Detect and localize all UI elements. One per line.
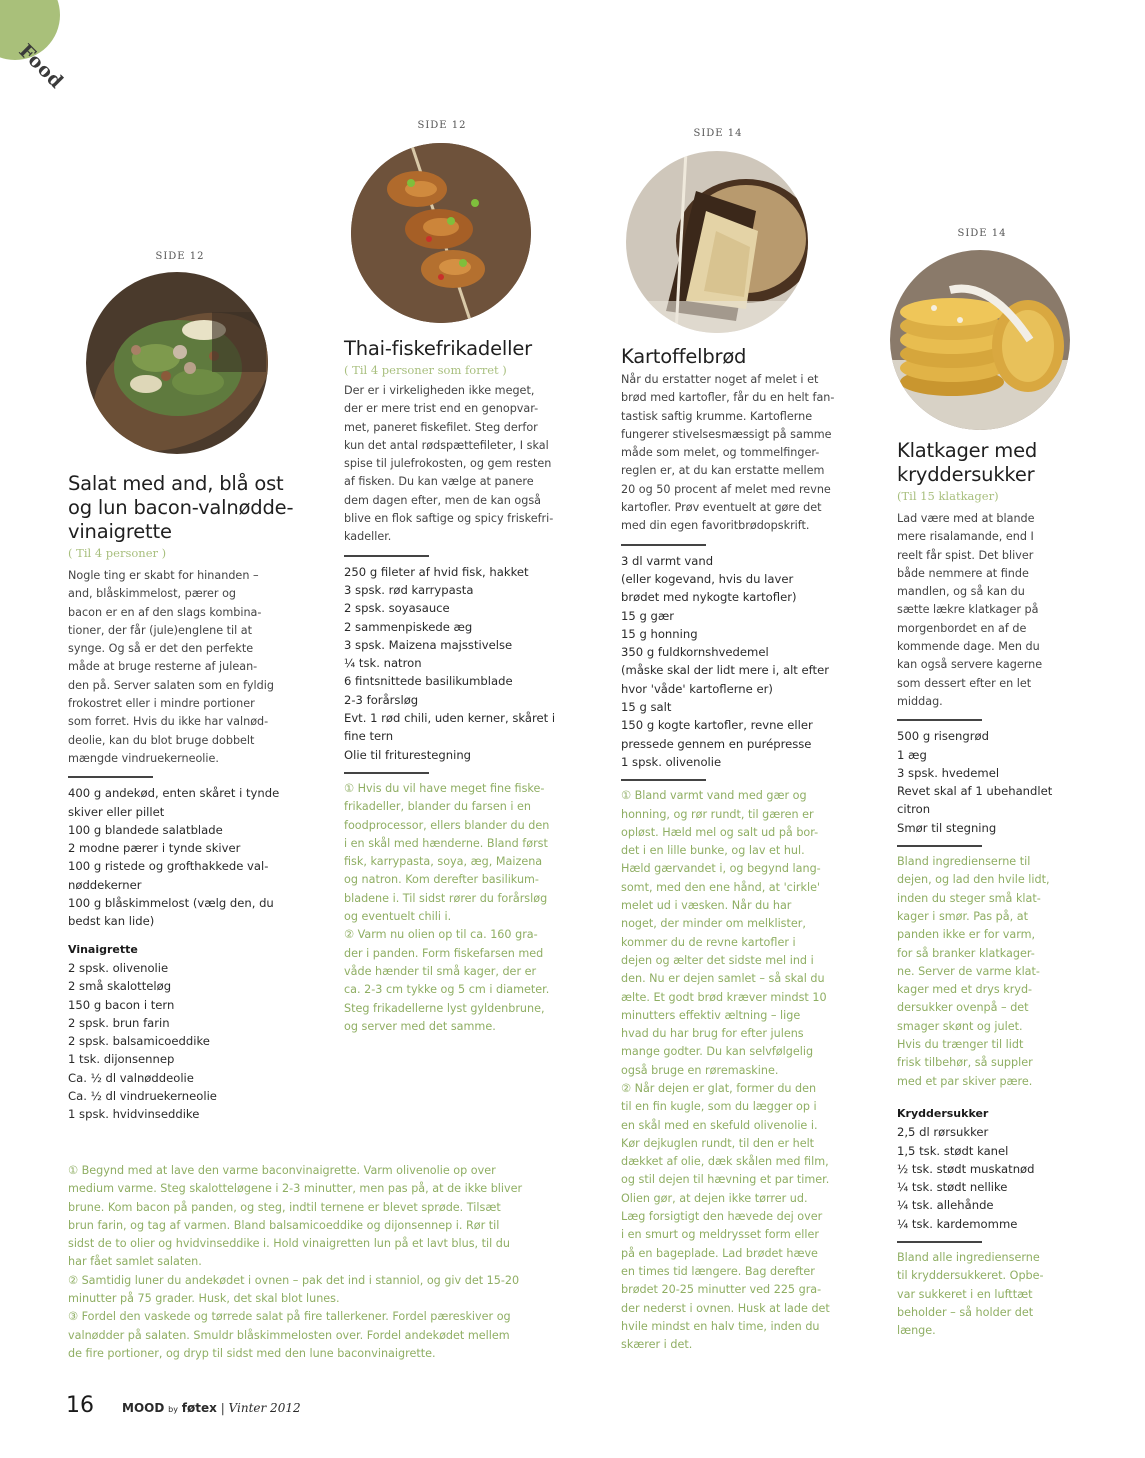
divider <box>621 779 706 781</box>
footer-brand <box>122 1401 301 1415</box>
ingredient-list: 3 dl varmt vand (eller kogevand, hvis du laver brødet med nykogte kartofler) 15 g gær 15 g honning 350 g fuldkornshvedemel (måske skal der lidt mere i, alt efter hvor 'våde' kartoflerne er) 15 g salt 150 g kogte kartofler, revne eller pressede gennem en purépresse 1 spsk. olivenolie <box>621 553 829 769</box>
divider <box>621 544 706 546</box>
servings: (Til 15 klatkager) <box>897 489 999 503</box>
divider <box>897 719 982 721</box>
method-text: ① Begynd med at lave den varme baconvinaigrette. Varm olivenolie op over medium varme. Steg skalotteløgene i 2-3 minutter, men pas på, at de ikke bliver brune. Kom bacon på panden, og steg, indtil ternene er blevet sprøde. Tilsæt brun farin, og tag af varmen. Bland balsamicoeddike og dijonsennep i. Rør til sidst de to olier og hvidvinseddike i. Hold vinaigretten lun på et lavt blus, til du har fået samlet salaten. ② Samtidig luner du andekødet i ovnen – pak det ind i stanniol, og giv det 15-20 minutter på 75 grader. Husk, det skal blot lunes. ③ Fordel den vaskede og tørrede salat på fire tallerkener. Fordel pæreskiver og valnødder på salaten. Smuldr blåskimmelosten over. Fordel andekødet mellem de fire portioner, og dryp til sidst med den lune baconvinaigrette. <box>68 1164 523 1360</box>
subheading: Kryddersukker <box>897 1106 989 1120</box>
ingredient-list: 250 g fileter af hvid fisk, hakket 3 spsk. rød karrypasta 2 spsk. soyasauce 2 sammenpiskede æg 3 spsk. Maizena majsstivelse ¼ tsk. natron 6 fintsnittede basilikumblade 2-3 forårsløg Evt. 1 rød chili, uden kerner, skåret i fine tern Olie til friturestegning <box>344 564 556 762</box>
brand-by: by <box>168 1405 178 1414</box>
intro-text: Lad være med at blande mere risalamande, end I reelt får spist. Det bliver både nemmere at finde mandlen, og så kan du sætte lækre klatkager på morgenbordet en af de kommende dage. Men du kan også servere kagerne som dessert efter en let middag. <box>897 512 1043 708</box>
servings: ( Til 4 personer ) <box>68 546 167 560</box>
store-name: føtex <box>181 1401 217 1415</box>
page-number: 16 <box>66 1393 94 1418</box>
method-text: Bland ingredienserne til dejen, og lad den hvile lidt, inden du steger små klat- kager i smør. Pas på, at panden ikke er for varm, for så branker klatkager- ne. Server de varme klat- kager med et drys kryd- dersukker ovenpå – det smager skønt og julet. Hvis du trænger til lidt frisk tilbehør, så suppler med et par skiver pære. <box>897 855 1050 1088</box>
magazine-name: MOOD <box>122 1401 165 1415</box>
subheading: Vinaigrette <box>68 942 138 956</box>
servings: ( Til 4 personer som forret ) <box>344 363 507 377</box>
salad-photo <box>86 272 268 454</box>
sub-method-text: Bland alle ingredienserne til kryddersukkeret. Opbe- var sukkeret i en lufttæt beholder – så holder det længe. <box>897 1250 1044 1338</box>
fishcakes-photo <box>351 143 531 323</box>
recipe-title: Kartoffelbrød <box>621 345 747 368</box>
page-reference: SIDE 14 <box>957 228 1007 239</box>
divider <box>344 772 429 774</box>
method-text: ① Hvis du vil have meget fine fiske- frikadeller, blander du farsen i en foodprocessor, ellers blander du den i en skål med hænderne. Bland først fisk, karrypasta, soya, æg, Maizena og natron. Kom derefter basilikum- bladene i. Til sidst rører du forårsløg og eventuelt chili i. ② Varm nu olien op til ca. 160 gra- der i panden. Form fiskefarsen med våde hænder til små kager, der er ca. 2-3 cm tykke og 5 cm i diameter. Steg frikadellerne lyst gyldenbrune, og server med det samme. <box>344 781 550 1033</box>
section-label: Food <box>14 40 68 94</box>
method-text: ① Bland varmt vand med gær og honning, og rør rundt, til gæren er opløst. Hæld mel og salt ud på bor- det i en lille bunke, og lav et hul. Hæld gærvandet i, og begynd lang- somt, med den ene hånd, at 'cirkle' melet ud i væsken. Når du har noget, der minder om melklister, kommer du de revne kartofler i dejen og ælter det sidste mel ind i den. Nu er dejen samlet – så skal du ælte. Et godt brød kræver mindst 10 minutters effektiv æltning – lige hvad du har brug for efter julens mange godter. Du kan selvfølgelig også bruge en røremaskine. ② Når dejen er glat, former du den til en fin kugle, som du lægger op i en skål med en skefuld olivenolie i. Kør dejkuglen rundt, til den er helt dækket af olie, dæk skålen med film, og stil dejen til hævning et par timer. Olien gør, at dejen ikke tørrer ud. Læg forsigtigt den hævede dej over i en smurt og meldrysset form eller på en bageplade. Lad brødet hæve en times tid længere. Bag derefter brødet 20-25 minutter ved 225 gra- der nederst i ovnen. Husk at lade det hvile mindst en halv time, inden du skærer i det. <box>621 789 830 1352</box>
page-reference: SIDE 14 <box>693 128 743 139</box>
issue-label: | Vinter 2012 <box>220 1401 301 1415</box>
ingredient-list: 500 g risengrød 1 æg 3 spsk. hvedemel Revet skal af 1 ubehandlet citron Smør til stegning <box>897 729 1053 835</box>
recipe-title: Salat med and, blå ost og lun bacon-valnødde- vinaigrette <box>68 472 294 543</box>
sub-ingredient-list: 2,5 dl rørsukker 1,5 tsk. stødt kanel ½ tsk. stødt muskatnød ¼ tsk. stødt nellike ¼ tsk. allehånde ¼ tsk. kardemomme <box>897 1125 1035 1231</box>
intro-text: Når du erstatter noget af melet i et brød med kartofler, får du en helt fan- tastisk saftig krumme. Kartoflerne fungerer stivelsesmæssigt på samme måde som melet, og tommelfinger- reglen er, at du kan erstatte mellem 20 og 50 procent af melet med revne kartofler. Prøv eventuelt at gøre det med din egen favoritbrødopskrift. <box>621 373 835 533</box>
intro-text: Der er i virkeligheden ikke meget, der er mere trist end en genopvar- met, paneret fiskefilet. Steg derfor kun det antal rødspættefileter, I skal spise til julefrokosten, og gem resten af fisken. Du kan vælge at panere dem dagen efter, men de kan også blive en flok saftige og spicy friskefri- kadeller. <box>344 384 554 544</box>
intro-text: Nogle ting er skabt for hinanden – and, blåskimmelost, pærer og bacon er en af den slags kombina- tioner, der får (jule)englene til at synge. Og så er det den perfekte måde at bruge resterne af julean- den på. Server salaten som en fyldig frokostret eller i mindre portioner som forret. Hvis du ikke har valnød- deolie, kan du blot bruge dobbelt mængde vindruekerneolie. <box>68 569 274 765</box>
ingredient-list: 400 g andekød, enten skåret i tynde skiver eller pillet 100 g blandede salatblade 2 modne pærer i tynde skiver 100 g ristede og grofthakkede val- nøddekerner 100 g blåskimmelost (vælg den, du bedst kan lide) <box>68 786 280 929</box>
page-reference: SIDE 12 <box>155 251 205 262</box>
divider <box>897 845 982 847</box>
page-reference: SIDE 12 <box>417 120 467 131</box>
divider <box>344 555 429 557</box>
divider <box>68 776 153 778</box>
sub-ingredient-list: 2 spsk. olivenolie 2 små skalotteløg 150 g bacon i tern 2 spsk. brun farin 2 spsk. balsamicoeddike 1 tsk. dijonsennep Ca. ½ dl valnøddeolie Ca. ½ dl vindruekerneolie 1 spsk. hvidvinseddike <box>68 960 217 1122</box>
recipe-title: Thai-fiskefrikadeller <box>344 337 532 360</box>
recipe-title: Klatkager med kryddersukker <box>897 439 1038 486</box>
bread-photo <box>626 151 808 333</box>
divider <box>897 1241 982 1243</box>
pancakes-photo <box>890 250 1070 430</box>
